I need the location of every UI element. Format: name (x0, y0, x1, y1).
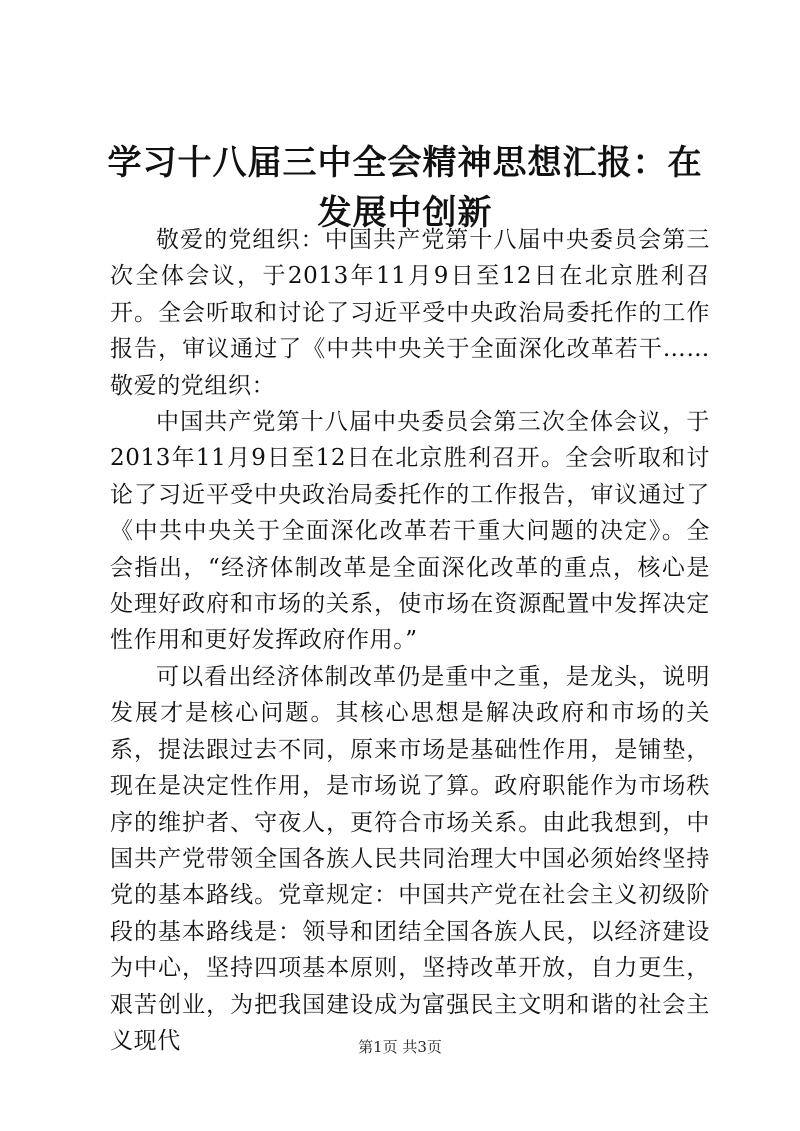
page-footer: 第1页 共3页 (358, 1038, 442, 1056)
paragraph-3: 可以看出经济体制改革仍是重中之重，是龙头，说明发展才是核心问题。其核心思想是解决政府和市场的关系，提法跟过去不同，原来市场是基础性作用，是铺垫，现在是决定性作用，是市场说了算。政府职能作为市场秩序的维护者、守夜人，更符合市场关系。由此我想到，中国共产党带领全国各族人民共同治理大中国必须始终坚持党的基本路线。党章规定：中国共产党在社会主义初级阶段的基本路线是：领导和团结全国各族人民，以经济建设为中心，坚持四项基本原则，坚持改革开放，自力更生，艰苦创业，为把我国建设成为富强民主文明和谐的社会主义现代 (110, 663, 710, 1054)
paragraph-1: 敬爱的党组织：中国共产党第十八届中央委员会第三次全体会议，于2013年11月9日至12日在北京胜利召开。全会听取和讨论了习近平受中央政治局委托作的工作报告，审议通过了《中共中央关于全面深化改革若干……敬爱的党组织： (110, 227, 710, 399)
paragraph-2: 中国共产党第十八届中央委员会第三次全体会议，于2013年11月9日至12日在北京胜利召开。全会听取和讨论了习近平受中央政治局委托作的工作报告，审议通过了《中共中央关于全面深化改革若干重大问题的决定》。全会指出，“经济体制改革是全面深化改革的重点，核心是处理好政府和市场的关系，使市场在资源配置中发挥决定性作用和更好发挥政府作用。” (110, 409, 710, 654)
document-title: 学习十八届三中全会精神思想汇报：在发展中创新 (107, 143, 703, 233)
document-body (110, 222, 710, 1059)
